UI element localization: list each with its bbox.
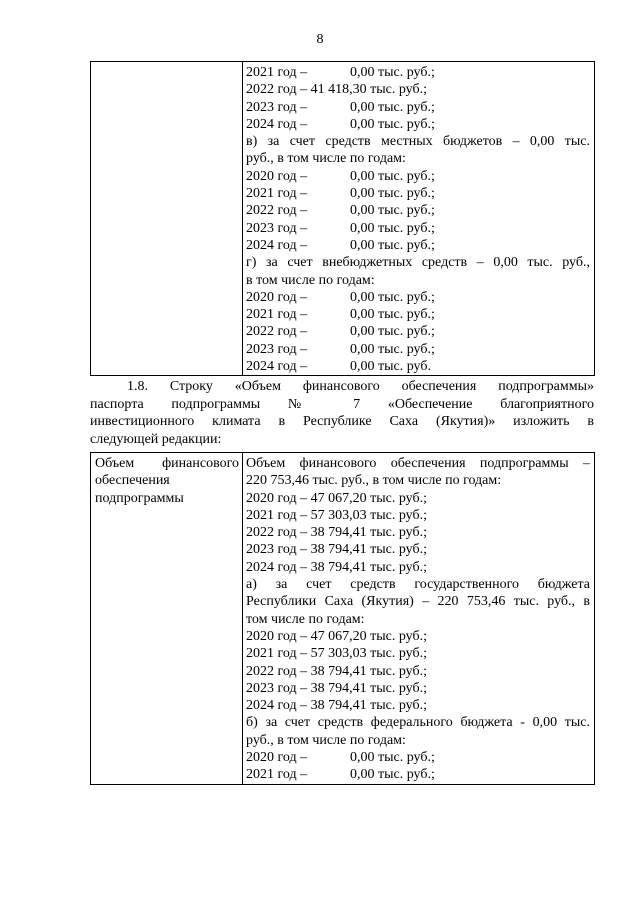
amount-value: 0,00 тыс. руб.;: [350, 237, 435, 253]
amount-value: 0,00 тыс. руб.;: [350, 65, 435, 80]
amount-value: 0,00 тыс. руб.;: [350, 289, 435, 305]
funding-line: [243, 323, 594, 340]
funding-line: [243, 185, 594, 202]
funding-line: [243, 289, 594, 306]
amount-value: 0,00 тыс. руб.;: [350, 750, 435, 766]
year-label: 2020 год –: [246, 168, 308, 184]
amount-value: 0,00 тыс. руб.;: [350, 324, 435, 340]
page-number: 8: [316, 32, 324, 47]
funding-line: 2022 год – 41 418,30 тыс. руб.;: [246, 82, 427, 98]
label-line: подпрограммы: [95, 490, 184, 506]
amount-value: 0,00 тыс. руб.;: [350, 203, 435, 219]
year-label: 2024 год –: [246, 359, 308, 375]
funding-line: [243, 358, 594, 375]
funding-line: 2023 год – 38 794,41 тыс. руб.;: [246, 542, 427, 558]
paragraph-line: следующей редакции:: [90, 431, 222, 447]
year-label: 2021 год –: [246, 767, 308, 783]
year-label: 2022 год –: [246, 203, 308, 219]
funding-line: [243, 168, 594, 185]
funding-line: 2022 год – 38 794,41 тыс. руб.;: [246, 525, 427, 541]
funding-line: 2021 год – 57 303,03 тыс. руб.;: [246, 646, 427, 662]
paragraph-line: инвестиционного климата в Республике Саха (Якутия)» изложить в: [90, 414, 594, 429]
funding-line: [243, 306, 594, 323]
funding-line: том числе по годам:: [246, 611, 365, 627]
funding-line: [243, 116, 594, 133]
funding-line: [243, 749, 594, 766]
year-label: 2021 год –: [246, 307, 308, 323]
funding-line: [243, 237, 594, 254]
funding-line: [243, 64, 594, 81]
funding-line: г) за счет внебюджетных средств – 0,00 тыс. руб.,: [246, 255, 590, 271]
year-label: 2023 год –: [246, 220, 308, 236]
year-label: 2020 год –: [246, 750, 308, 766]
table2-value-cell: [243, 453, 595, 785]
table1-lines: [243, 64, 594, 375]
table1-value-cell: [243, 62, 595, 376]
amount-value: 0,00 тыс. руб.;: [350, 341, 435, 357]
funding-line: а) за счет средств государственного бюджета: [246, 577, 590, 593]
paragraph-line: паспорта подпрограммы № 7 «Обеспечение благоприятного: [90, 396, 594, 412]
table2-row-label: [91, 453, 242, 507]
funding-line: [243, 220, 594, 237]
funding-line: 2024 год – 38 794,41 тыс. руб.;: [246, 698, 427, 714]
funding-line: [243, 99, 594, 116]
amount-value: 0,00 тыс. руб.;: [350, 220, 435, 236]
funding-line: 2024 год – 38 794,41 тыс. руб.;: [246, 559, 427, 575]
funding-line: [243, 766, 594, 783]
year-label: 2021 год –: [246, 186, 308, 202]
year-label: 2024 год –: [246, 116, 308, 132]
funding-table-subprogram-7: [90, 452, 595, 785]
funding-line: в) за счет средств местных бюджетов – 0,00 тыс.: [246, 134, 590, 150]
funding-table-continued: [90, 61, 595, 376]
label-line: Объем финансового: [95, 456, 239, 471]
funding-line: в том числе по годам:: [246, 272, 375, 288]
year-label: 2023 год –: [246, 99, 308, 115]
funding-line: б) за счет средств федерального бюджета - 0,00 тыс.: [246, 715, 590, 731]
table2-lines: [243, 455, 594, 784]
year-label: 2023 год –: [246, 341, 308, 357]
amount-value: 0,00 тыс. руб.;: [350, 767, 435, 783]
year-label: 2021 год –: [246, 65, 308, 80]
amendment-paragraph: [90, 378, 594, 448]
amount-value: 0,00 тыс. руб.;: [350, 99, 435, 115]
funding-line: 2022 год – 38 794,41 тыс. руб.;: [246, 663, 427, 679]
table2-label-cell: [91, 453, 243, 785]
year-label: 2024 год –: [246, 237, 308, 253]
amount-value: 0,00 тыс. руб.;: [350, 116, 435, 132]
year-label: 2020 год –: [246, 289, 308, 305]
label-line: обеспечения: [95, 473, 170, 489]
amount-value: 0,00 тыс. руб.;: [350, 186, 435, 202]
funding-line: Объем финансового обеспечения подпрограммы –: [246, 456, 590, 471]
funding-line: [243, 341, 594, 358]
year-label: 2022 год –: [246, 324, 308, 340]
funding-line: 2021 год – 57 303,03 тыс. руб.;: [246, 507, 427, 523]
funding-line: 2023 год – 38 794,41 тыс. руб.;: [246, 680, 427, 696]
funding-line: [243, 202, 594, 219]
funding-line: 2020 год – 47 067,20 тыс. руб.;: [246, 628, 427, 644]
funding-line: 2020 год – 47 067,20 тыс. руб.;: [246, 490, 427, 506]
funding-line: руб., в том числе по годам:: [246, 151, 406, 167]
amount-value: 0,00 тыс. руб.;: [350, 168, 435, 184]
amount-value: 0,00 тыс. руб.: [350, 359, 431, 375]
funding-line: руб., в том числе по годам:: [246, 732, 406, 748]
table1-empty-label-cell: [91, 62, 243, 376]
amount-value: 0,00 тыс. руб.;: [350, 307, 435, 323]
funding-line: 220 753,46 тыс. руб., в том числе по годам:: [246, 473, 502, 489]
paragraph-line: 1.8. Строку «Объем финансового обеспечения подпрограммы»: [127, 379, 594, 394]
funding-line: Республики Саха (Якутия) – 220 753,46 тыс. руб., в: [246, 594, 590, 610]
